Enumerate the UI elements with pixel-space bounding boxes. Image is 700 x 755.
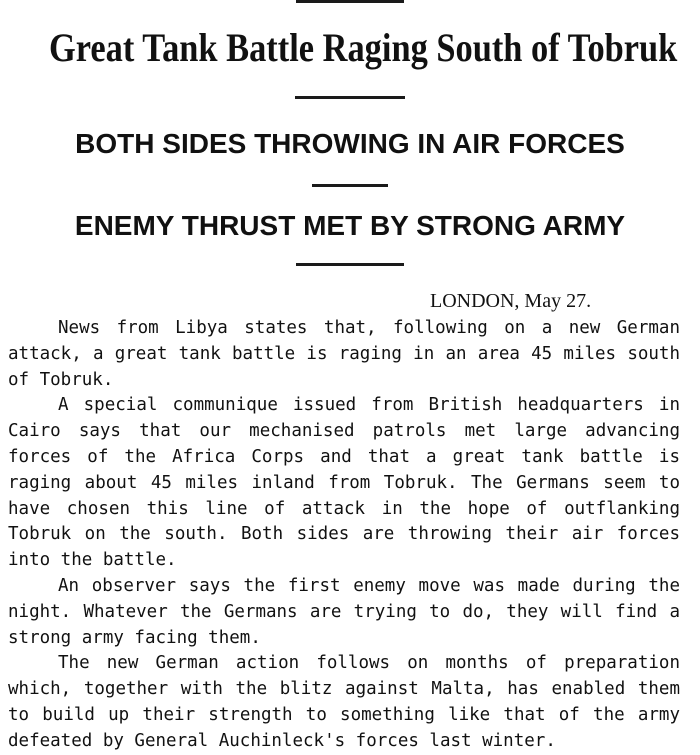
dateline: LONDON, May 27. (430, 290, 592, 312)
divider-rule (312, 184, 388, 187)
article-headline: Great Tank Battle Raging South of Tobruk (49, 25, 678, 70)
subheading-secondary: ENEMY THRUST MET BY STRONG ARMY (74, 210, 626, 241)
article-body (8, 316, 680, 755)
body-paragraph: An observer says the first enemy move was made during the night. Whatever the Germans are trying to do, they will find a strong army facing them. (8, 575, 680, 648)
divider-rule (295, 96, 405, 99)
divider-rule (296, 263, 404, 266)
body-paragraph: A special communique issued from British headquarters in Cairo says that our mechanised patrols met large advancing forces of the Africa Corps and that a great tank battle is raging about 45 miles inland from Tobruk. The Germans seem to have chosen this line of attack in the hope of outflanking Tobruk on the south. Both sides are throwing their air forces into the battle. (8, 395, 680, 571)
body-paragraph: News from Libya states that, following on a new German attack, a great tank battle is raging in an area 45 miles south of Tobruk. (8, 318, 680, 390)
subheading-primary: BOTH SIDES THROWING IN AIR FORCES (75, 128, 625, 159)
top-divider-rule (296, 0, 404, 3)
body-paragraph: The new German action follows on months of preparation which, together with the blitz against Malta, has enabled them to build up their strength to something like that of the army defeated by General Auchinleck's forces last winter. (8, 653, 680, 751)
